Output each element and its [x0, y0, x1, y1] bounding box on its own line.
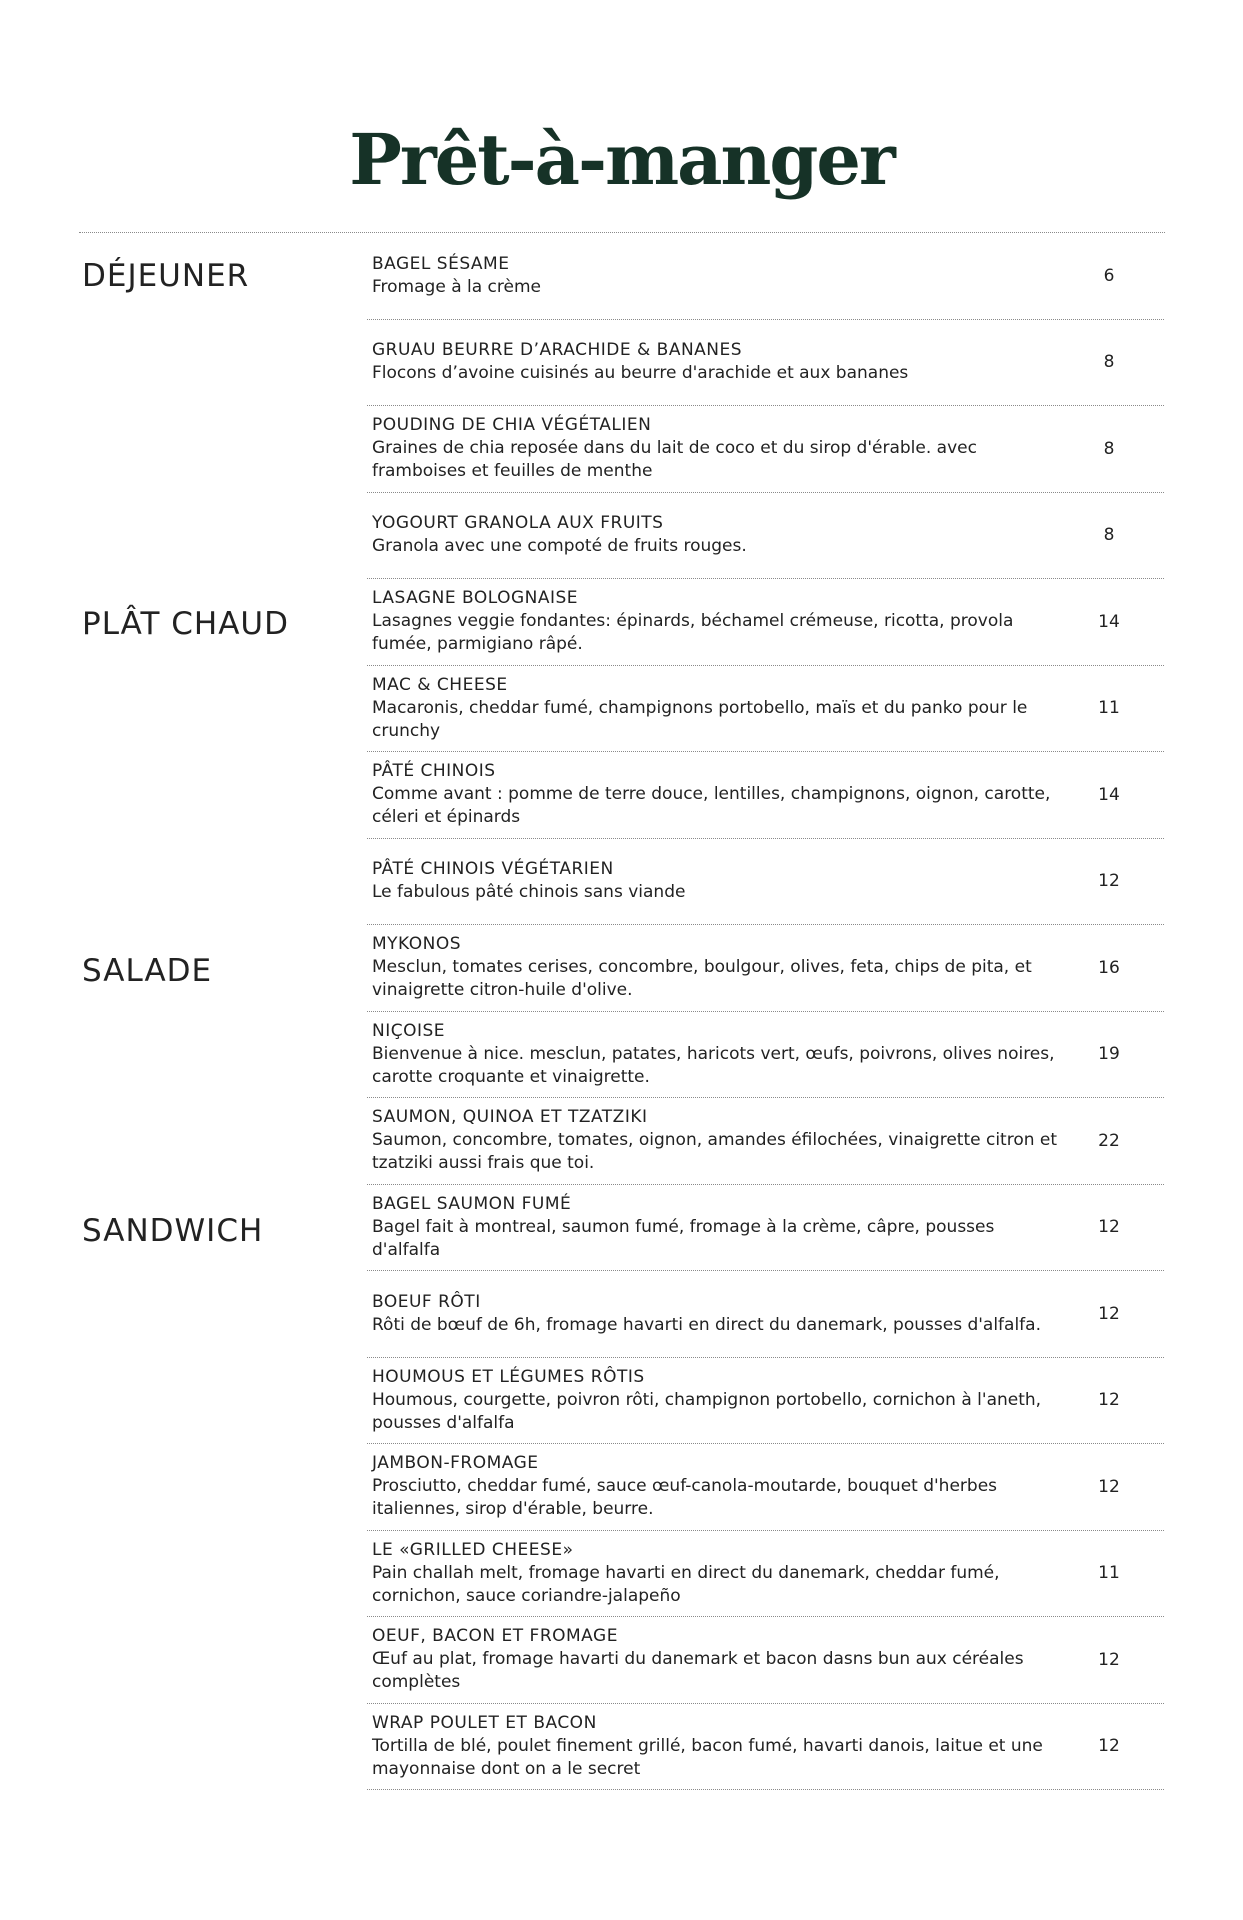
menu-item-text — [367, 1291, 1067, 1337]
menu-item-name: OEUF, BACON ET FROMAGE — [372, 1626, 618, 1647]
menu-item — [367, 579, 1164, 666]
menu-item-price: 12 — [1098, 1649, 1120, 1670]
menu-item-price: 19 — [1098, 1044, 1120, 1065]
menu-item — [367, 666, 1164, 753]
menu-item-description: Flocons d’avoine cuisinés au beurre d'arachide et aux bananes — [372, 363, 909, 384]
menu-item-description: Tortilla de blé, poulet finement grillé, bacon fumé, havarti danois, laitue et une mayonnaise dont on a le secret — [372, 1735, 1043, 1779]
menu-item-text — [367, 587, 1067, 656]
menu-item-name: BAGEL SAUMON FUMÉ — [372, 1193, 572, 1214]
menu-item-price: 8 — [1103, 438, 1115, 459]
menu-item — [367, 1098, 1164, 1185]
menu-item-name: PÂTÉ CHINOIS VÉGÉTARIEN — [372, 859, 614, 880]
menu-item-description: Le fabulous pâté chinois sans viande — [372, 882, 686, 903]
menu-item-name: PÂTÉ CHINOIS — [372, 761, 496, 782]
menu-item-price: 14 — [1098, 784, 1120, 805]
menu-item-price: 12 — [1098, 1736, 1120, 1757]
menu-item-price: 12 — [1098, 1217, 1120, 1238]
menu-item-name: BAGEL SÉSAME — [372, 253, 510, 274]
menu-item — [367, 1358, 1164, 1445]
menu-item — [367, 839, 1164, 926]
menu-item-price: 22 — [1098, 1130, 1120, 1151]
menu-item-description: Bienvenue à nice. mesclun, patates, haricots vert, œufs, poivrons, olives noires, carotte croquante et vinaigrette. — [372, 1043, 1055, 1087]
menu-item — [367, 1012, 1164, 1099]
menu-item — [367, 1185, 1164, 1272]
menu-item-text — [367, 1020, 1067, 1089]
menu-item-name: HOUMOUS ET LÉGUMES RÔTIS — [372, 1366, 645, 1387]
menu-item-text — [367, 414, 1067, 483]
menu-item-name: BOEUF RÔTI — [372, 1291, 481, 1312]
menu-item-name: MYKONOS — [372, 934, 462, 955]
menu-item-text — [367, 1106, 1067, 1175]
section-heading-plat-chaud: PLÂT CHAUD — [82, 606, 289, 642]
menu-item-name: GRUAU BEURRE D’ARACHIDE & BANANES — [372, 340, 743, 361]
menu-item-description: Macaronis, cheddar fumé, champignons portobello, maïs et du panko pour le crunchy — [372, 697, 1028, 741]
menu-item-name: POUDING DE CHIA VÉGÉTALIEN — [372, 415, 652, 436]
section-heading-dejeuner: DÉJEUNER — [82, 258, 250, 294]
menu-item-name: LASAGNE BOLOGNAISE — [372, 588, 579, 609]
menu-item-text — [367, 1193, 1067, 1262]
menu-item — [367, 320, 1164, 407]
menu-item-price: 12 — [1098, 1476, 1120, 1497]
menu-item-text — [367, 1625, 1067, 1694]
menu-item-price: 12 — [1098, 1390, 1120, 1411]
menu-item — [367, 1271, 1164, 1358]
menu-item-text — [367, 858, 1067, 904]
menu-item-description: Œuf au plat, fromage havarti du danemark et bacon dasns bun aux céréales complètes — [372, 1649, 1024, 1693]
menu-item-price: 11 — [1098, 1563, 1120, 1584]
menu-item — [367, 925, 1164, 1012]
menu-item — [367, 1531, 1164, 1618]
menu-item-name: WRAP POULET ET BACON — [372, 1712, 597, 1733]
menu-item-description: Houmous, courgette, poivron rôti, champignon portobello, cornichon à l'aneth, pousses d'alfalfa — [372, 1389, 1042, 1433]
menu-item-name: MAC & CHEESE — [372, 674, 508, 695]
menu-item-text — [367, 1452, 1067, 1521]
menu-item-description: Granola avec une compoté de fruits rouges. — [372, 536, 747, 557]
menu-item-description: Graines de chia reposée dans du lait de coco et du sirop d'érable. avec framboises et feuilles de menthe — [372, 438, 977, 482]
menu-item-text — [367, 512, 1067, 558]
menu-item-text — [367, 760, 1067, 829]
menu-item-price: 11 — [1098, 698, 1120, 719]
menu-item-description: Bagel fait à montreal, saumon fumé, fromage à la crème, câpre, pousses d'alfalfa — [372, 1216, 995, 1260]
menu-item-description: Prosciutto, cheddar fumé, sauce œuf-canola-moutarde, bouquet d'herbes italiennes, sirop d'érable, beurre. — [372, 1476, 998, 1520]
menu-item — [367, 406, 1164, 493]
menu-item — [367, 1617, 1164, 1704]
menu-item-price: 16 — [1098, 957, 1120, 978]
menu-item-name: NIÇOISE — [372, 1020, 446, 1041]
menu-item-price: 8 — [1103, 352, 1115, 373]
menu-item-description: Mesclun, tomates cerises, concombre, boulgour, olives, feta, chips de pita, et vinaigrette citron-huile d'olive. — [372, 957, 1032, 1001]
menu-item-name: SAUMON, QUINOA ET TZATZIKI — [372, 1107, 648, 1128]
menu-item — [367, 493, 1164, 580]
menu-item-description: Saumon, concombre, tomates, oignon, amandes éfilochées, vinaigrette citron et tzatziki aussi frais que toi. — [372, 1130, 1058, 1174]
menu-item — [367, 1444, 1164, 1531]
menu-item-text — [367, 1712, 1067, 1781]
menu-item-text — [367, 339, 1067, 385]
section-heading-salade: SALADE — [82, 953, 213, 989]
menu-item-name: JAMBON-FROMAGE — [372, 1453, 539, 1474]
menu-item-text — [367, 1539, 1067, 1608]
menu-item-description: Rôti de bœuf de 6h, fromage havarti en direct du danemark, pousses d'alfalfa. — [372, 1314, 1041, 1335]
menu-item-price: 12 — [1098, 1303, 1120, 1324]
menu-item — [367, 233, 1164, 320]
section-heading-sandwich: SANDWICH — [82, 1213, 264, 1249]
menu-item-description: Pain challah melt, fromage havarti en direct du danemark, cheddar fumé, cornichon, sauce coriandre-jalapeño — [372, 1562, 1000, 1606]
menu-items-list — [367, 233, 1164, 1790]
menu-item-price: 14 — [1098, 611, 1120, 632]
menu-title: Prêt-à-manger — [349, 118, 894, 201]
menu-item-name: YOGOURT GRANOLA AUX FRUITS — [372, 513, 664, 534]
menu-item-price: 6 — [1103, 265, 1115, 286]
menu-item-price: 8 — [1103, 525, 1115, 546]
menu-item — [367, 1704, 1164, 1791]
menu-item-description: Lasagnes veggie fondantes: épinards, béchamel crémeuse, ricotta, provola fumée, parmigiano râpé. — [372, 611, 1014, 655]
menu-item-description: Comme avant : pomme de terre douce, lentilles, champignons, oignon, carotte, céleri et épinards — [372, 784, 1051, 828]
menu-item-text — [367, 253, 1067, 299]
menu-item-description: Fromage à la crème — [372, 276, 541, 297]
menu-item-name: LE «GRILLED CHEESE» — [372, 1539, 574, 1560]
menu-item — [367, 752, 1164, 839]
menu-item-text — [367, 933, 1067, 1002]
menu-item-price: 12 — [1098, 871, 1120, 892]
menu-item-text — [367, 674, 1067, 743]
menu-item-text — [367, 1366, 1067, 1435]
